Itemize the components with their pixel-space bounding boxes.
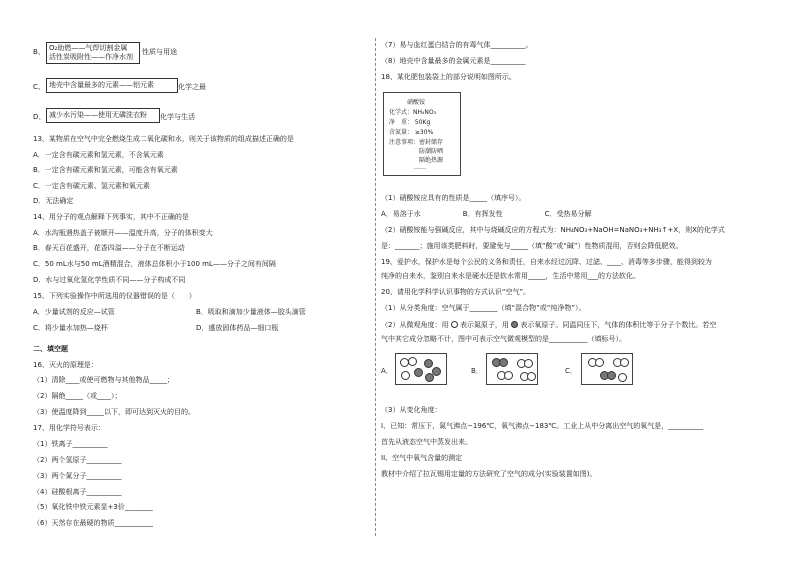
model-b-letter: B． xyxy=(471,367,483,375)
label-note-2: 防潮防晒 xyxy=(419,148,444,155)
q17-item-3: （3）两个氮分子__________ xyxy=(33,472,122,480)
q17-item-7: （7）易与血红蛋白结合的有毒气体__________。 xyxy=(381,41,533,49)
option-b-line2: 活性炭吸附性——作净水剂 xyxy=(49,53,133,61)
option-b-letter: B、 xyxy=(33,48,45,56)
label-formula: 化学式：NH₄NO₃ xyxy=(389,109,437,116)
label-note-1: 注意事项：密封储存 xyxy=(389,139,444,146)
nitrogen-atom-icon xyxy=(595,358,604,367)
q17-item-1: （1）铁离子__________ xyxy=(33,440,108,448)
option-d-tag: 化学与生活 xyxy=(160,113,195,121)
nitrogen-atom-icon xyxy=(524,359,533,368)
q18-part-1-options: A．易溶于水 B．有挥发性 C．受热易分解 xyxy=(381,210,592,218)
q13-stem: 13、某物质在空气中完全燃烧生成二氧化碳和水，则关于该物质的组成描述正确的是 xyxy=(33,135,294,143)
model-c-letter: C． xyxy=(565,367,577,375)
option-c-letter: C、 xyxy=(33,83,45,91)
oxygen-atom-icon xyxy=(607,371,616,380)
q14-option-b: B．春天百花盛开，花香四溢——分子在不断运动 xyxy=(33,244,185,252)
nitrogen-atom-icon xyxy=(618,373,627,382)
option-c-tag: 化学之最 xyxy=(178,83,206,91)
q13-option-b: B．一定含有碳元素和氢元素，可能含有氧元素 xyxy=(33,166,178,174)
nitrogen-atom-icon xyxy=(451,321,458,328)
q15-option-b: B．吸取和滴加少量液体—胶头滴管 xyxy=(196,308,306,316)
label-nitrogen-content: 含氮量： ≥30% xyxy=(389,129,434,136)
q15-option-a: A．少量试剂的反应—试管 xyxy=(33,308,115,316)
model-b-box xyxy=(486,353,538,385)
oxygen-atom-icon xyxy=(424,359,433,368)
option-b-tag: 性质与用途 xyxy=(142,48,177,56)
model-a-letter: A． xyxy=(381,367,393,375)
nitrogen-atom-icon xyxy=(620,358,629,367)
q20-part-2-mid: 表示氮原子，用 xyxy=(459,321,509,329)
oxygen-atom-icon xyxy=(425,373,434,382)
nitrogen-atom-icon xyxy=(401,371,410,380)
q20-part-3-i-line2: 首先从液态空气中蒸发出来。 xyxy=(381,438,472,446)
model-a-box xyxy=(395,353,447,385)
q17-item-6: （6）天然存在最硬的物质___________ xyxy=(33,519,153,527)
q19-line1: 19、爱护水，保护水是每个公民的义务和责任，自来水经过沉降、过滤、____、消毒等多步骤，能得到较为 xyxy=(381,258,712,266)
nitrogen-atom-icon xyxy=(504,371,513,380)
q16-stem: 16、灭火的原理是： xyxy=(33,361,98,369)
q15-option-c: C．将少量水加热—烧杯 xyxy=(33,324,108,332)
section-fill-in-title: 二、填空题 xyxy=(33,345,68,353)
label-name: 硝酸铵 xyxy=(407,99,426,106)
nitrogen-atom-icon xyxy=(527,372,536,381)
option-c-line1: 地壳中含量最多的元素——铝元素 xyxy=(49,81,154,89)
label-dots: …… xyxy=(414,164,426,171)
oxygen-atom-icon xyxy=(499,358,508,367)
option-c-box xyxy=(46,78,178,93)
q20-part-3-ii-title: II、空气中氧气含量的测定 xyxy=(381,454,463,462)
q18-part-1: （1）硝酸铵应具有的性质是_____（填序号）。 xyxy=(381,194,526,202)
q15-stem: 15、下列实验操作中所选用的仪器错误的是（ ） xyxy=(33,292,196,300)
q20-part-3: （3）从变化角度： xyxy=(381,406,442,414)
q16-item-3: （3）使温度降到_____以下，即可达到灭火的目的。 xyxy=(33,408,195,416)
q14-option-a: A．水沟瓶遇热盖子被顺开——温度升高，分子的体积变大 xyxy=(33,229,213,237)
q16-item-2: （2）隔绝_____（或____）； xyxy=(33,392,122,400)
oxygen-atom-icon xyxy=(414,368,423,377)
option-d-line1: 减少水污染——使用无磷洗衣粉 xyxy=(49,111,147,119)
model-c-box xyxy=(581,353,633,385)
q15-option-d: D．盛放固体药品—细口瓶 xyxy=(196,324,279,332)
q20-part-2-post: 表示氧原子。同温同压下，气体的体积比等于分子个数比。若空 xyxy=(520,321,717,329)
q17-item-8: （8）地壳中含量最多的金属元素是__________ xyxy=(381,57,526,65)
label-net-weight: 净 重： 50Kg xyxy=(389,119,431,126)
q13-option-d: D．无法确定 xyxy=(33,197,74,205)
q18-stem: 18、某化肥包装袋上的部分说明如图所示。 xyxy=(381,73,516,81)
q14-option-c: C．50 mL水与50 mL酒精混合，液体总体积小于100 mL——分子之间有间隔 xyxy=(33,260,276,268)
option-b-box xyxy=(46,42,140,64)
q18-part-2-line2: 是：_______；施用该类肥料时，要避免与_____（填“酸”或“碱”）性物质混用，否则会降低肥效。 xyxy=(381,242,683,250)
q20-part-3-ii-text: 教材中介绍了拉瓦锡用定量的方法研究了空气的成分(实验装置如图)。 xyxy=(381,470,597,478)
option-d-box xyxy=(46,108,160,123)
q17-item-2: （2）两个氢原子__________ xyxy=(33,456,122,464)
q13-option-a: A．一定含有碳元素和氢元素，不含氧元素 xyxy=(33,151,164,159)
fertilizer-label xyxy=(383,92,461,176)
q20-part-2-line1 xyxy=(381,321,716,330)
q19-line2: 纯净的自来水，鉴别自来水是硬水还是软水常用_____，生活中常用___的方法软化。 xyxy=(381,272,640,280)
q17-stem: 17、用化学符号表示： xyxy=(33,424,105,432)
q18-part-2-line1: （2）硝酸铵能与强碱反应，其中与烧碱反应的方程式为：NH₄NO₃+NaOH=NaNO₃+NH₃↑+X，则X的化学式 xyxy=(381,226,725,234)
q16-item-1: （1）清除____或使可燃物与其他物品_____； xyxy=(33,376,174,384)
q17-item-4: （4）硅酸根离子__________ xyxy=(33,488,122,496)
q14-option-d: D．水与过氧化氢化学性质不同——分子构成不同 xyxy=(33,276,186,284)
column-divider xyxy=(375,38,376,536)
q20-part-2-line2: 气中其它成分忽略不计，图中可表示空气微观模型的是___________（填标号）。 xyxy=(381,335,626,343)
option-b-line1: O₂助燃——气焊切割金属 xyxy=(49,44,128,52)
oxygen-atom-icon xyxy=(511,321,518,328)
q20-part-3-i-line1: I、已知：常压下，氮气沸点−196℃，氧气沸点−183℃。工业上从中分离出空气的氧气是，__________ xyxy=(381,422,704,430)
q17-item-5: （5）氧化铁中铁元素显+3价________ xyxy=(33,503,153,511)
label-note-3: 隔绝热源 xyxy=(419,157,444,164)
q14-stem: 14、用分子的观点解释下列事实，其中不正确的是 xyxy=(33,213,189,221)
q20-part-1: （1）从分类角度：空气属于________（填“混合物”或“纯净物”）。 xyxy=(381,304,586,312)
nitrogen-atom-icon xyxy=(408,357,417,366)
q20-part-2-pre: （2）从微观角度：用 xyxy=(381,321,449,329)
q20-stem: 20、请用化学科学认识事物的方式认识“空气”。 xyxy=(381,288,531,296)
option-d-letter: D、 xyxy=(33,113,46,121)
q13-option-c: C．一定含有碳元素、氢元素和氧元素 xyxy=(33,182,150,190)
